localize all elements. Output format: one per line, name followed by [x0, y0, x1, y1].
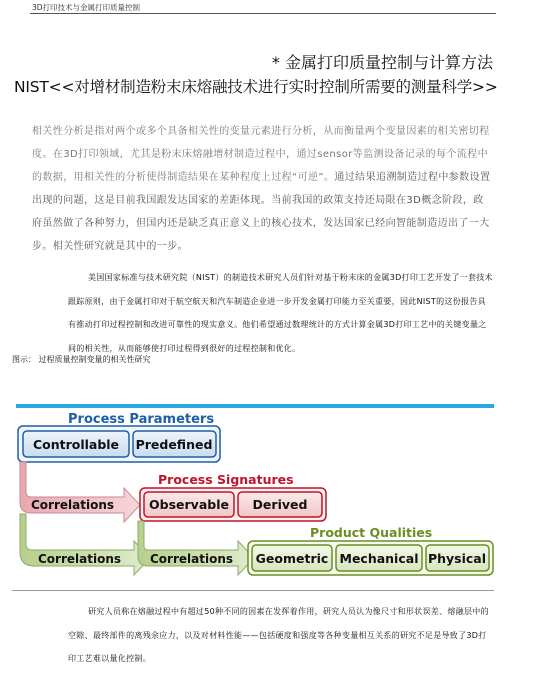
geometric-label: Geometric	[255, 551, 329, 566]
correlation-diagram	[16, 404, 494, 582]
derived-label: Derived	[252, 497, 308, 512]
page-subtitle: NIST<<对增材制造粉末床熔融技术进行实时控制所需要的测量科学>>	[14, 78, 498, 96]
paragraph-text: 研究人员称在熔融过程中有超过50种不同的因素在发挥着作用，研究人员认为像尺寸和形状误差、熔融层中的空隙、最终部件的离残余应力，以及对材料性能——包括硬度和强度等各种变量相互关系的研究不足是导致了3D打印工艺难以量化控制。	[68, 607, 489, 663]
correlations-arrow-3	[138, 521, 254, 575]
correlations-arrow-1	[20, 462, 140, 522]
section-divider	[12, 590, 494, 591]
correlations-label-2: Correlations	[38, 552, 122, 566]
correlations-label-3: Correlations	[150, 552, 234, 566]
header-text: 3D打印技术与金属打印质量控制	[32, 3, 141, 12]
body-paragraph-factors	[68, 600, 494, 671]
mechanical-label: Mechanical	[339, 551, 419, 566]
intro-text-dark: 通过结果追溯制造过程中参数设置出现的问题，这是目前我国跟发达国家的差距体现。当前我国的政策支持还局限在3D概念阶段，政府虽然做了各种努力，但国内还是缺乏真正意义上的核心技术，发达国家已经向智能制造迈出了一大步。相关性研究就是其中的一步。	[32, 172, 491, 252]
observable-label: Observable	[149, 497, 229, 512]
predefined-label: Predefined	[135, 437, 213, 452]
figure-caption: 图示： 过程质量控制变量的相关性研究	[12, 355, 151, 364]
process-parameters-title: Process Parameters	[68, 412, 215, 427]
header-divider	[30, 13, 496, 14]
physical-label: Physical	[427, 551, 487, 566]
body-paragraph-nist	[68, 266, 494, 360]
intro-paragraph	[32, 120, 494, 258]
product-qualities-title: Product Qualities	[310, 525, 433, 540]
intro-text-light: 相关性分析是指对两个或多个具备相关性的变量元素进行分析，从而衡量两个变量因素的相关密切程度。在3D打印领域，尤其是粉末床熔融增材制造过程中，通过sensor等监测设备记录的每个流程中的数据，用相关性的分析使得制造结果在某种程度上过程“可逆”。	[32, 126, 490, 183]
controllable-label: Controllable	[32, 437, 120, 452]
page-title: * 金属打印质量控制与计算方法	[271, 53, 493, 72]
correlations-label-1: Correlations	[31, 498, 115, 512]
paragraph-text: 美国国家标准与技术研究院（NIST）的制造技术研究人员们针对基于粉末床的金属3D打印工艺开发了一套技术跟踪原则，由于金属打印对于航空航天和汽车制造企业进一步开发金属打印能力至关重要，因此NIST的这份报告具有推动打印过程控制和改进可靠性的现实意义。他们希望通过数理统计的方式计算金属3D打印工艺中的关键变量之间的相关性，从而能够使打印过程得到很好的过程控制和优化。	[68, 273, 493, 353]
figure-top-bar	[16, 404, 494, 408]
process-signatures-title: Process Signatures	[158, 472, 294, 487]
